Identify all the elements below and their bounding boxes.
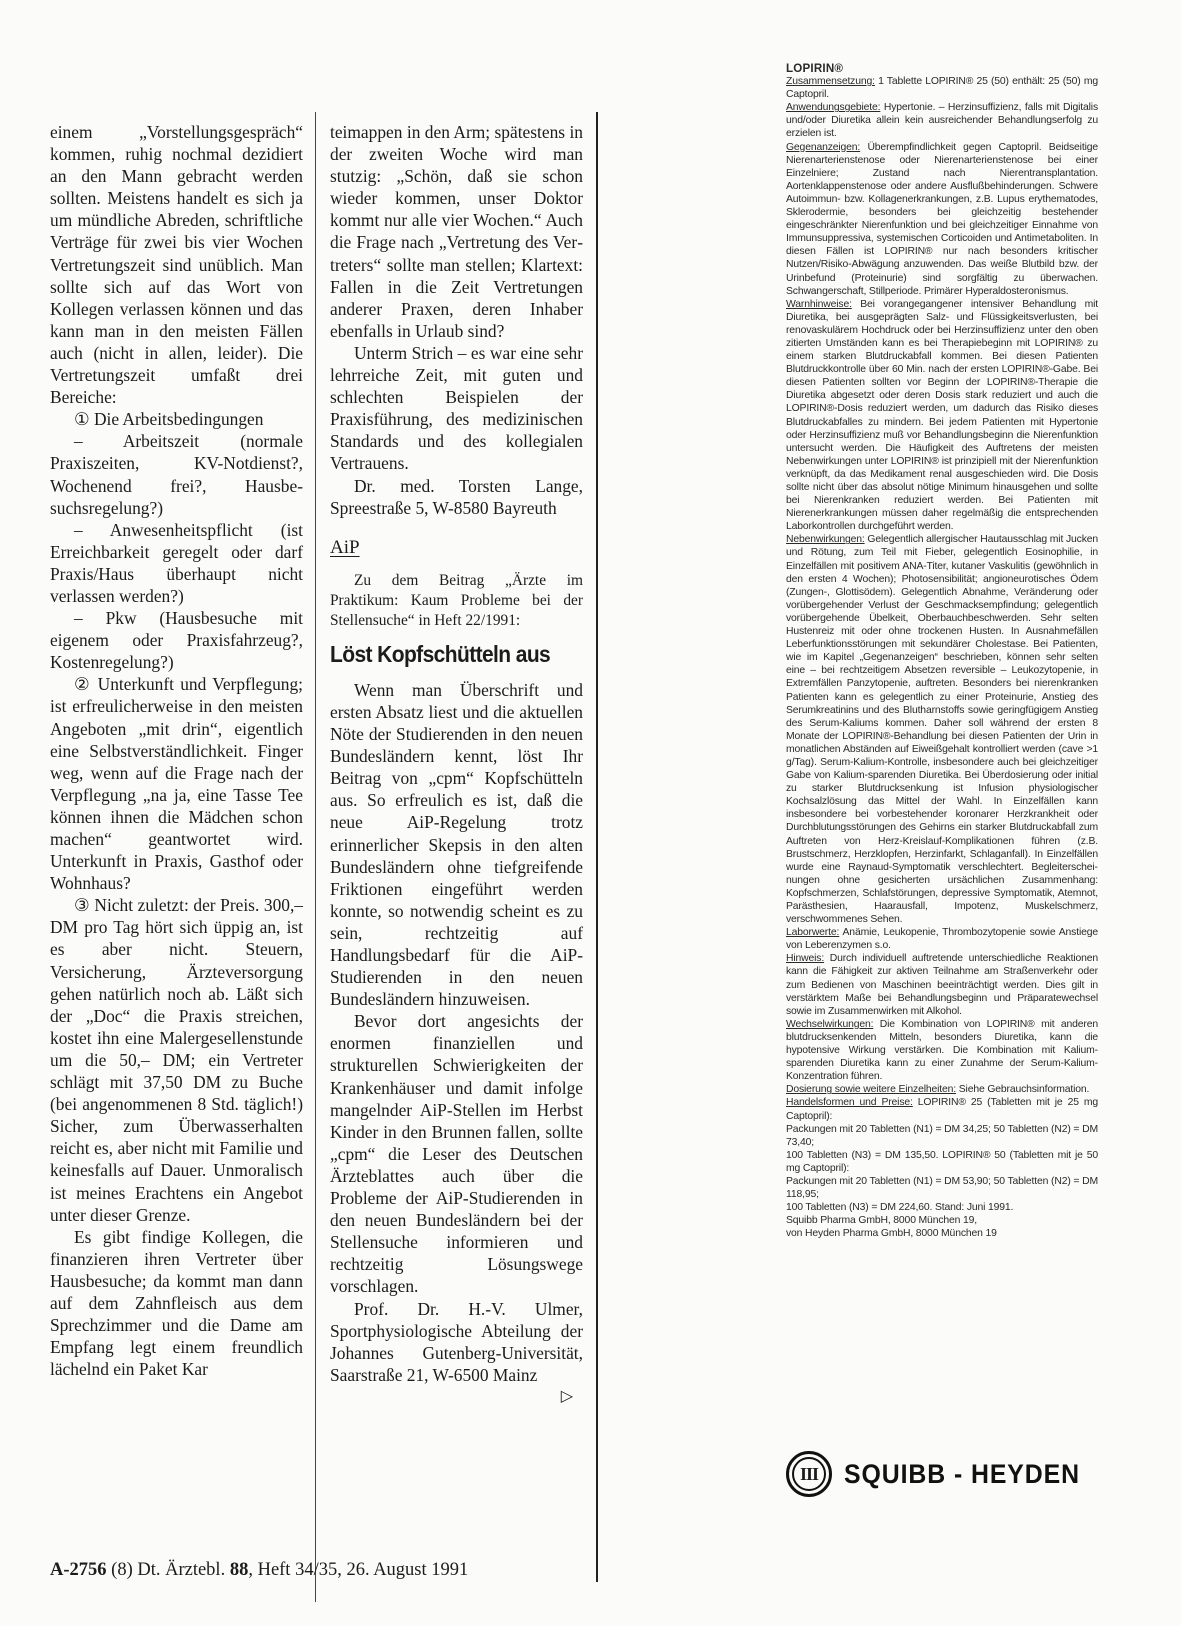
ad-section <box>786 533 1098 926</box>
paragraph: Es gibt findige Kollegen, die finanzieren ihren Vertreter über Hausbesuche; da kommt man dann auf dem Zahnfleisch aus dem Sprechzimmer und die Dame am Empfang legt einem freundlich lächelnd ein Paket Kar <box>50 1226 303 1380</box>
paragraph: Bevor dort angesichts der enormen finanziellen und strukturellen Schwierigkeiten der Krankenhäuser und damit infolge mangelnder AiP-Stellen im Herbst Kinder in den Brunnen fallen, sollte „cpm“ die Leser des Deutschen Ärzteblattes auch über die Probleme der AiP-Studierenden in den neuen Bundesländern bei der Stellensuche informieren und rechtzeitig Lösungswege vorschlagen. <box>330 1011 583 1297</box>
ad-section-text: LOPIRIN® 25 (Tabletten mit je 25 mg Captopril): <box>786 1097 1098 1122</box>
paragraph: Unterm Strich – es war eine sehr lehrreiche Zeit, mit guten und schlechten Beispielen der Praxisführung, des medizinischen Standards und des kollegialen Vertrauens. <box>330 342 583 474</box>
ad-section <box>786 926 1098 952</box>
continue-arrow-icon: ▷ <box>560 1387 573 1405</box>
paragraph: einem „Vorstellungsgespräch“ kommen, ruhig nochmal dezidiert an den Mann gebracht werden sollten. Meistens handelt es sich ja um mündliche Abreden, schriftliche Verträge für zwei bis vier Wochen Vertretungszeit sind unüblich. Man sollte sich auf das Wort von Kollegen verlassen können und das kann man in den meisten Fällen auch (nicht in allen, leider). Die Vertretungszeit umfaßt drei Bereiche: <box>50 122 303 408</box>
ad-section-label: Warnhinweise: <box>786 298 852 310</box>
ad-section <box>786 952 1098 1017</box>
journal-issue-date: , Heft 34/35, 26. August 1991 <box>248 1560 469 1580</box>
article-column-1 <box>50 121 303 1380</box>
ad-section-text: Überempfindlichkeit gegen Captopril. Beidseitige Nierenarterienstenose oder Nierenarterienstenose bei einer Einzelniere; Zustand nach Nierentransplantation. Aortenklappenstenose oder andere Ausflußbehinderungen. Schwere Autoimmun- bzw. Kollagenerkrankungen, z.B. Lupus erythematodes, Sklerodermie, besonders bei gleichzeitig bestehender eingeschränkter Nierenfunktion und bei gleichzeitiger Einnahme von Immunsuppressiva, systemischen Corticoiden und Antimetaboliten. In diesen Fällen ist LOPIRIN® nur nach besonders kritischer Nutzen/Risiko-Abwägung anzuwenden. Das weiße Blutbild bzw. der Urinbefund (Proteinurie) sind sorgfältig zu überwachen. Schwangerschaft, Stillperiode. Primärer Hyperaldosteronismus. <box>786 141 1098 297</box>
ad-price-line: Packungen mit 20 Tabletten (N1) = DM 34,25; 50 Tabletten (N2) = DM 73,40; <box>786 1123 1098 1148</box>
ad-section-text: Hypertonie. – Herzinsuffizienz, falls mit Digitalis und/oder Diuretika allein kein ausreichender Behandlungserfolg zu erzielen ist. <box>786 102 1098 140</box>
article-end-rule <box>596 112 598 1582</box>
ad-price-line: Packungen mit 20 Tabletten (N1) = DM 53,90; 50 Tabletten (N2) = DM 118,95; <box>786 1175 1098 1201</box>
list-item: ③ Nicht zuletzt: der Preis. 300,– DM pro Tag hört sich üppig an, ist es aber nicht. Steuern, Versicherung, Ärzteversorgung gehen natürlich noch ab. Läßt sich der „Doc“ die Praxis streichen, kostet ihn eine Malergesellenstunde um die 50,– DM; ein Vertreter schlägt mit 37,50 DM zu Buche (bei angenommenen 8 Std. täglich!) Sicher, zum Überwasserhalten reicht es, aber nicht mit Familie und keinesfalls auf Dauer. Unmoralisch ist meines Erachtens ein Angebot unter dieser Grenze. <box>50 895 303 1225</box>
ad-section-text: 1 Tablette LOPIRIN® 25 (50) enthält: 25 (50) mg Captopril. <box>786 76 1098 101</box>
ad-section-label: Nebenwirkungen: <box>786 534 865 546</box>
section-rubric: AiP <box>330 536 360 558</box>
drug-advertisement <box>786 62 1098 1240</box>
journal-volume: 88 <box>229 1560 249 1580</box>
ad-section-text: Durch individuell auftretende unterschiedliche Reaktionen kann die Fähigkeit zur aktiven Teilnahme am Straßenverkehr oder zum Bedienen von Maschinen beeinträchtigt werden. Dies gilt in verstärktem Maße bei Behandlungsbeginn und Präparatewechsel sowie im Zusammenwirken mit Alkohol. <box>786 953 1098 1017</box>
ad-price-list <box>786 1123 1098 1241</box>
ad-section <box>786 1083 1098 1096</box>
ad-price-line: von Heyden Pharma GmbH, 8000 München 19 <box>786 1228 997 1240</box>
ad-section-label: Hinweis: <box>786 953 825 965</box>
ad-section <box>786 75 1098 101</box>
ad-sections <box>786 75 1098 1123</box>
column-divider <box>315 112 316 1602</box>
list-item: – Arbeitszeit (normale Praxiszeiten, KV-Notdienst?, Wochenend frei?, Hausbesuchsregelung?) <box>50 431 303 518</box>
company-seal-icon <box>786 1451 832 1497</box>
paragraph: teimappen in den Arm; spätestens in der zweiten Woche wird man stutzig: „Schön, daß sie schon wieder kommen, unser Doktor kommt nur alle vier Wochen.“ Auch die Frage nach „Vertretung des Vertreters“ sollte man stellen; Klartext: Fallen in die Zeit Vertretungen anderer Praxen, deren Inhaber ebenfalls in Urlaub sind? <box>330 122 583 341</box>
ad-section-text: Die Kombination von LOPIRIN® mit anderen blutdrucksenkenden Mitteln, besonders Diuretika, kann die hypotensive Wirkung verstärken. Die Kombination mit Kalium-sparenden Diuretika kann zu einer Zunahme der Serum-Kalium-Konzentration führen. <box>786 1018 1098 1083</box>
ad-section-text: Anämie, Leukopenie, Thrombozytopenie sowie Anstiege von Leberenzymen s.o. <box>786 927 1098 952</box>
author-signature: Dr. med. Torsten Lange, Spreestraße 5, W-8580 Bayreuth <box>330 475 583 518</box>
ad-price-line: 100 Tabletten (N3) = DM 135,50. LOPIRIN® 50 (Tabletten mit je 50 mg Captopril): <box>786 1149 1098 1174</box>
ad-section <box>786 1018 1098 1083</box>
company-logo <box>786 1446 1106 1502</box>
ad-section-text: Gelegentlich allergischer Hautausschlag mit Jucken und Rötung, zum Teil mit Fieber, gelegentlich Eosinophilie, in Einzelfällen mit positivem ANA-Titer, kutaner Vaskulitis (gewöhnlich in den ersten 4 Wochen); Photosensibilität; angioneurotisches Ödem (Zungen-, Glottisödem). Gelegentlich Abnahme, Veränderung oder vorübergehender Verlust der Geschmacksempfindung; gelegentlich vorübergehende Übelkeit, Oberbauchbeschwerden. Sehr selten Hustenreiz mit oder ohne trockenen Husten. In Ausnahmefällen Leberfunktionsstörungen mit sekundärer Cholestase. Bei Patienten, wie im Kapitel „Gegenanzeigen“ beschrieben, können sehr selten eine – bei rechtzeitigem Absetzen reversible – Leukozytopenie, in Extremfällen Panzytopenie, auftreten. Besonders bei nierenkranken Patienten kann es gelegentlich zu einer Proteinurie, Anstieg des Serumkreatinins und des Blutharnstoffs sowie geringfügigem Anstieg des Serum-Kaliums kommen. Daher soll während der ersten 8 Monate der LOPIRIN®-Behandlung bei diesen Patienten der Urin in monatlichen Abständen auf Eiweißgehalt kontrolliert werden (cave >1 g/Tag). Serum-Kalium-Kontrolle, insbesondere auch bei gleichzeitiger Gabe von Kalium-sparenden Diuretika. Bei Überdosierung oder initial zu starker Blutdrucksenkung ist Infusion physiologischer Kochsalzlösung das Mittel der Wahl. In Einzelfällen kann insbesondere bei vorbestehender koronarer Herzkrankheit oder Durchblutungsstörungen des Gehirns ein starker Blutdruckabfall zum Auftreten von Herz-Kreislauf-Komplikationen führen (z.B. Brustschmerz, Herzklopfen, Herzinfarkt, Schlaganfall). In Einzelfällen wurde eine Raynaud-Symptomatik verschlechtert. Begleiterscheinungen ohne gesicherten ursächlichen Zusammenhang: Kopfschmerzen, Schlafstörungen, depressive Symptomatik, Atemnot, Parästhesien, Haarausfall, Impotenz, Muskelschmerz, verschwommenes Sehen. <box>786 534 1098 926</box>
ad-section-label: Gegenanzeigen: <box>786 141 861 153</box>
ad-section <box>786 141 1098 298</box>
list-item: – Anwesenheitspflicht (ist Erreichbarkeit geregelt oder darf Praxis/Haus überhaupt nicht verlassen werden?) <box>50 519 303 606</box>
letter-reference: Zu dem Beitrag „Ärzte im Praktikum: Kaum Probleme bei der Stellensuche“ in Heft 22/1991: <box>330 571 583 629</box>
list-item: – Pkw (Hausbesuche mit eigenem oder Praxisfahrzeug?, Kostenregelung?) <box>50 608 303 673</box>
journal-citation: (8) Dt. Ärztebl. <box>106 1560 230 1580</box>
ad-section-text: Bei vorangegangener intensiver Behandlung mit Diuretika, bei ausgeprägten Salz- und Flüssigkeitsverlusten, bei renovaskulärem Hochdruck oder bei Herzinsuffizienz unter den oben zitierten Umständen kann es bei Therapiebeginn mit LOPIRIN® zu einem starken Blutdruckabfall kommen. Bei diesen Patienten Blutdruckkontrolle über 60 Min. nach der ersten LOPIRIN®-Gabe. Bei diesen Patienten sollten vor Beginn der LOPIRIN®-Therapie die Diuretika abgesetzt oder deren Dosis stark reduziert und auch die LOPIRIN®-Dosis reduziert werden, um dadurch das Risiko dieses Blutdruckabfalles zu mindern. Bei jedem Patienten mit Hypertonie oder Herzinsuffizienz muß vor Behandlungsbeginn die Nierenfunktion untersucht werden. Die Häufigkeit des Auftretens der meisten Nebenwirkungen unter LOPIRIN® ist prinzipiell mit der Nierenfunktion verknüpft, da das Medikament renal ausgeschieden wird. Die Dosis sollte nicht über das absolut nötige Minimum hinausgehen und sollte bei Nierenkranken reduziert werden. Bei Patienten mit Nierenerkrankungen müssen daher regelmäßig die entsprechenden Laborkontrollen durchgeführt werden. <box>786 298 1098 533</box>
author-address: Prof. Dr. H.-V. Ulmer, Sportphysiologische Abteilung der Johannes Gutenberg-Universität, Saarstraße 21, W-6500 Mainz <box>330 1298 583 1385</box>
ad-section-label: Wechselwirkungen: <box>786 1018 874 1030</box>
seal-mark: III <box>792 1457 826 1491</box>
page-number: A-2756 <box>50 1560 107 1580</box>
ad-section-label: Zusammensetzung: <box>786 76 875 88</box>
ad-section <box>786 298 1098 534</box>
ad-brand-name: LOPIRIN® <box>786 62 844 75</box>
ad-section-label: Laborwerte: <box>786 927 840 939</box>
ad-section <box>786 101 1098 140</box>
letter-headline: Löst Kopfschütteln aus <box>330 641 551 668</box>
article-column-2 <box>330 121 583 1408</box>
ad-section-label: Dosierung sowie weitere Einzelheiten: <box>786 1084 957 1096</box>
ad-price-line: 100 Tabletten (N3) = DM 224,60. Stand: Juni 1991. <box>786 1202 1014 1214</box>
list-item: ② Unterkunft und Verpflegung; ist erfreulicherweise in den meisten Angeboten „mit drin“, eigentlich eine Selbstverständlichkeit. Finger weg, wenn auf die Frage nach der Verpflegung „na ja, eine Tasse Tee können ihnen die Mädchen schon machen“ geantwortet wird. Unterkunft in Praxis, Gasthof oder Wohnhaus? <box>50 674 303 894</box>
ad-section <box>786 1096 1098 1122</box>
page-footer <box>50 1560 468 1581</box>
ad-price-line: Squibb Pharma GmbH, 8000 München 19, <box>786 1215 977 1227</box>
paragraph: Wenn man Überschrift und ersten Absatz liest und die aktuellen Nöte der Studierenden in den neuen Bundesländern kennt, löst Ihr Beitrag von „cpm“ Kopfschütteln aus. So erfreulich es ist, daß die neue AiP-Regelung trotz erinnerlicher Skepsis in den alten Bundesländern ohne tiefgreifende Friktionen eingeführt werden konnte, so notwendig scheint es zu sein, rechtzeitig auf Handlungsbedarf für die AiP-Studierenden in den neuen Bundesländern hinzuweisen. <box>330 679 583 1010</box>
list-item: ① Die Arbeitsbedingungen <box>74 409 264 430</box>
author-signature <box>330 1298 583 1405</box>
ad-section-text: Siehe Gebrauchsinformation. <box>956 1084 1090 1096</box>
company-wordmark: SQUIBB - HEYDEN <box>844 1458 1081 1489</box>
ad-section-label: Handelsformen und Preise: <box>786 1097 913 1109</box>
ad-section-label: Anwendungsgebiete: <box>786 102 881 114</box>
